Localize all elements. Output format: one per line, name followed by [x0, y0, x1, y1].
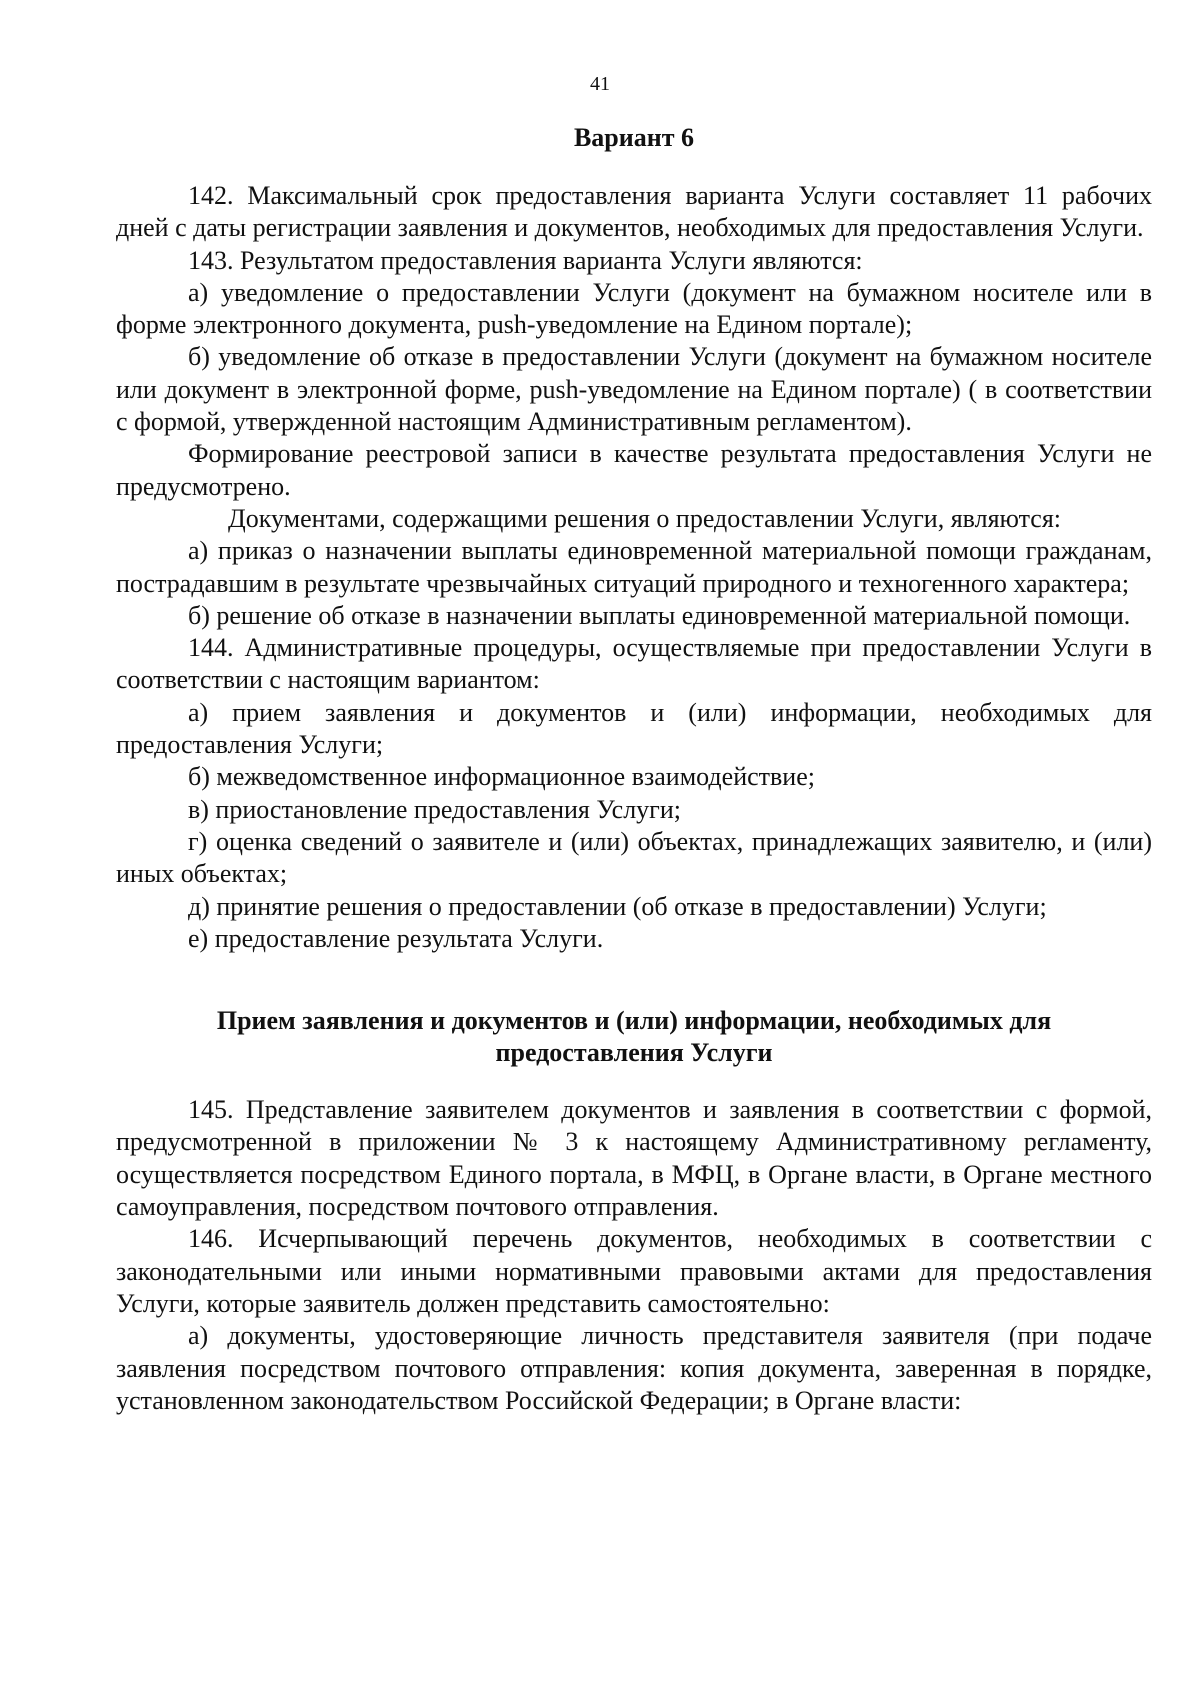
- paragraph: 146. Исчерпывающий перечень документов, необходимых в соответствии с законодательными или иными нормативными правовыми актами для предоставления Услуги, которые заявитель должен представить самостоятельно:: [116, 1224, 1152, 1318]
- paragraph: Формирование реестровой записи в качестве результата предоставления Услуги не предусмотрено.: [116, 439, 1152, 501]
- variant-title: Вариант 6: [573, 123, 695, 152]
- page-number: 41: [590, 73, 610, 95]
- paragraph: в) приостановление предоставления Услуги;: [188, 794, 681, 824]
- paragraph: 143. Результатом предоставления варианта Услуги являются:: [188, 245, 863, 275]
- paragraph: г) оценка сведений о заявителе и (или) объектах, принадлежащих заявителю, и (или) иных объектах;: [116, 826, 1152, 889]
- paragraph: а) уведомление о предоставлении Услуги (документ на бумажном носителе или в форме электронного документа, push-уведомление на Едином портале);: [116, 277, 1152, 340]
- paragraph: 144. Административные процедуры, осуществляемые при предоставлении Услуги в соответствии с настоящим вариантом:: [116, 633, 1152, 695]
- paragraph: б) уведомление об отказе в предоставлении Услуги (документ на бумажном носителе или документ в электронной форме, push-уведомление на Едином портале) ( в соответствии с формой, утвержденной настоящим Административным регламентом).: [116, 342, 1152, 437]
- paragraph: б) межведомственное информационное взаимодействие;: [188, 762, 815, 792]
- paragraph: а) документы, удостоверяющие личность представителя заявителя (при подаче заявления посредством почтового отправления: копия документа, заверенная в порядке, установленном законодательством Российской Федерации; в Органе власти:: [116, 1321, 1152, 1415]
- documents-intro: Документами, содержащими решения о предоставлении Услуги, являются:: [228, 503, 1062, 533]
- document-body: [116, 122, 1152, 1417]
- paragraph: д) принятие решения о предоставлении (об отказе в предоставлении) Услуги;: [188, 891, 1047, 921]
- paragraph: а) прием заявления и документов и (или) информации, необходимых для предоставления Услуги;: [116, 697, 1152, 760]
- paragraph: б) решение об отказе в назначении выплаты единовременной материальной помощи.: [188, 600, 1131, 630]
- section-heading: Прием заявления и документов и (или) информации, необходимых для предоставления Услуги: [216, 1006, 1052, 1068]
- paragraph: а) приказ о назначении выплаты единовременной материальной помощи гражданам, пострадавшим в результате чрезвычайных ситуаций природного и техногенного характера;: [116, 536, 1152, 598]
- paragraph: 142. Максимальный срок предоставления варианта Услуги составляет 11 рабочих дней с даты регистрации заявления и документов, необходимых для предоставления Услуги.: [116, 181, 1152, 243]
- paragraph: е) предоставление результата Услуги.: [188, 923, 604, 953]
- paragraph: 145. Представление заявителем документов и заявления в соответствии с формой, предусмотренной в приложении № 3 к настоящему Административному регламенту, осуществляется посредством Единого портала, в МФЦ, в Органе власти, в Органе местного самоуправления, посредством почтового отправления.: [116, 1095, 1152, 1222]
